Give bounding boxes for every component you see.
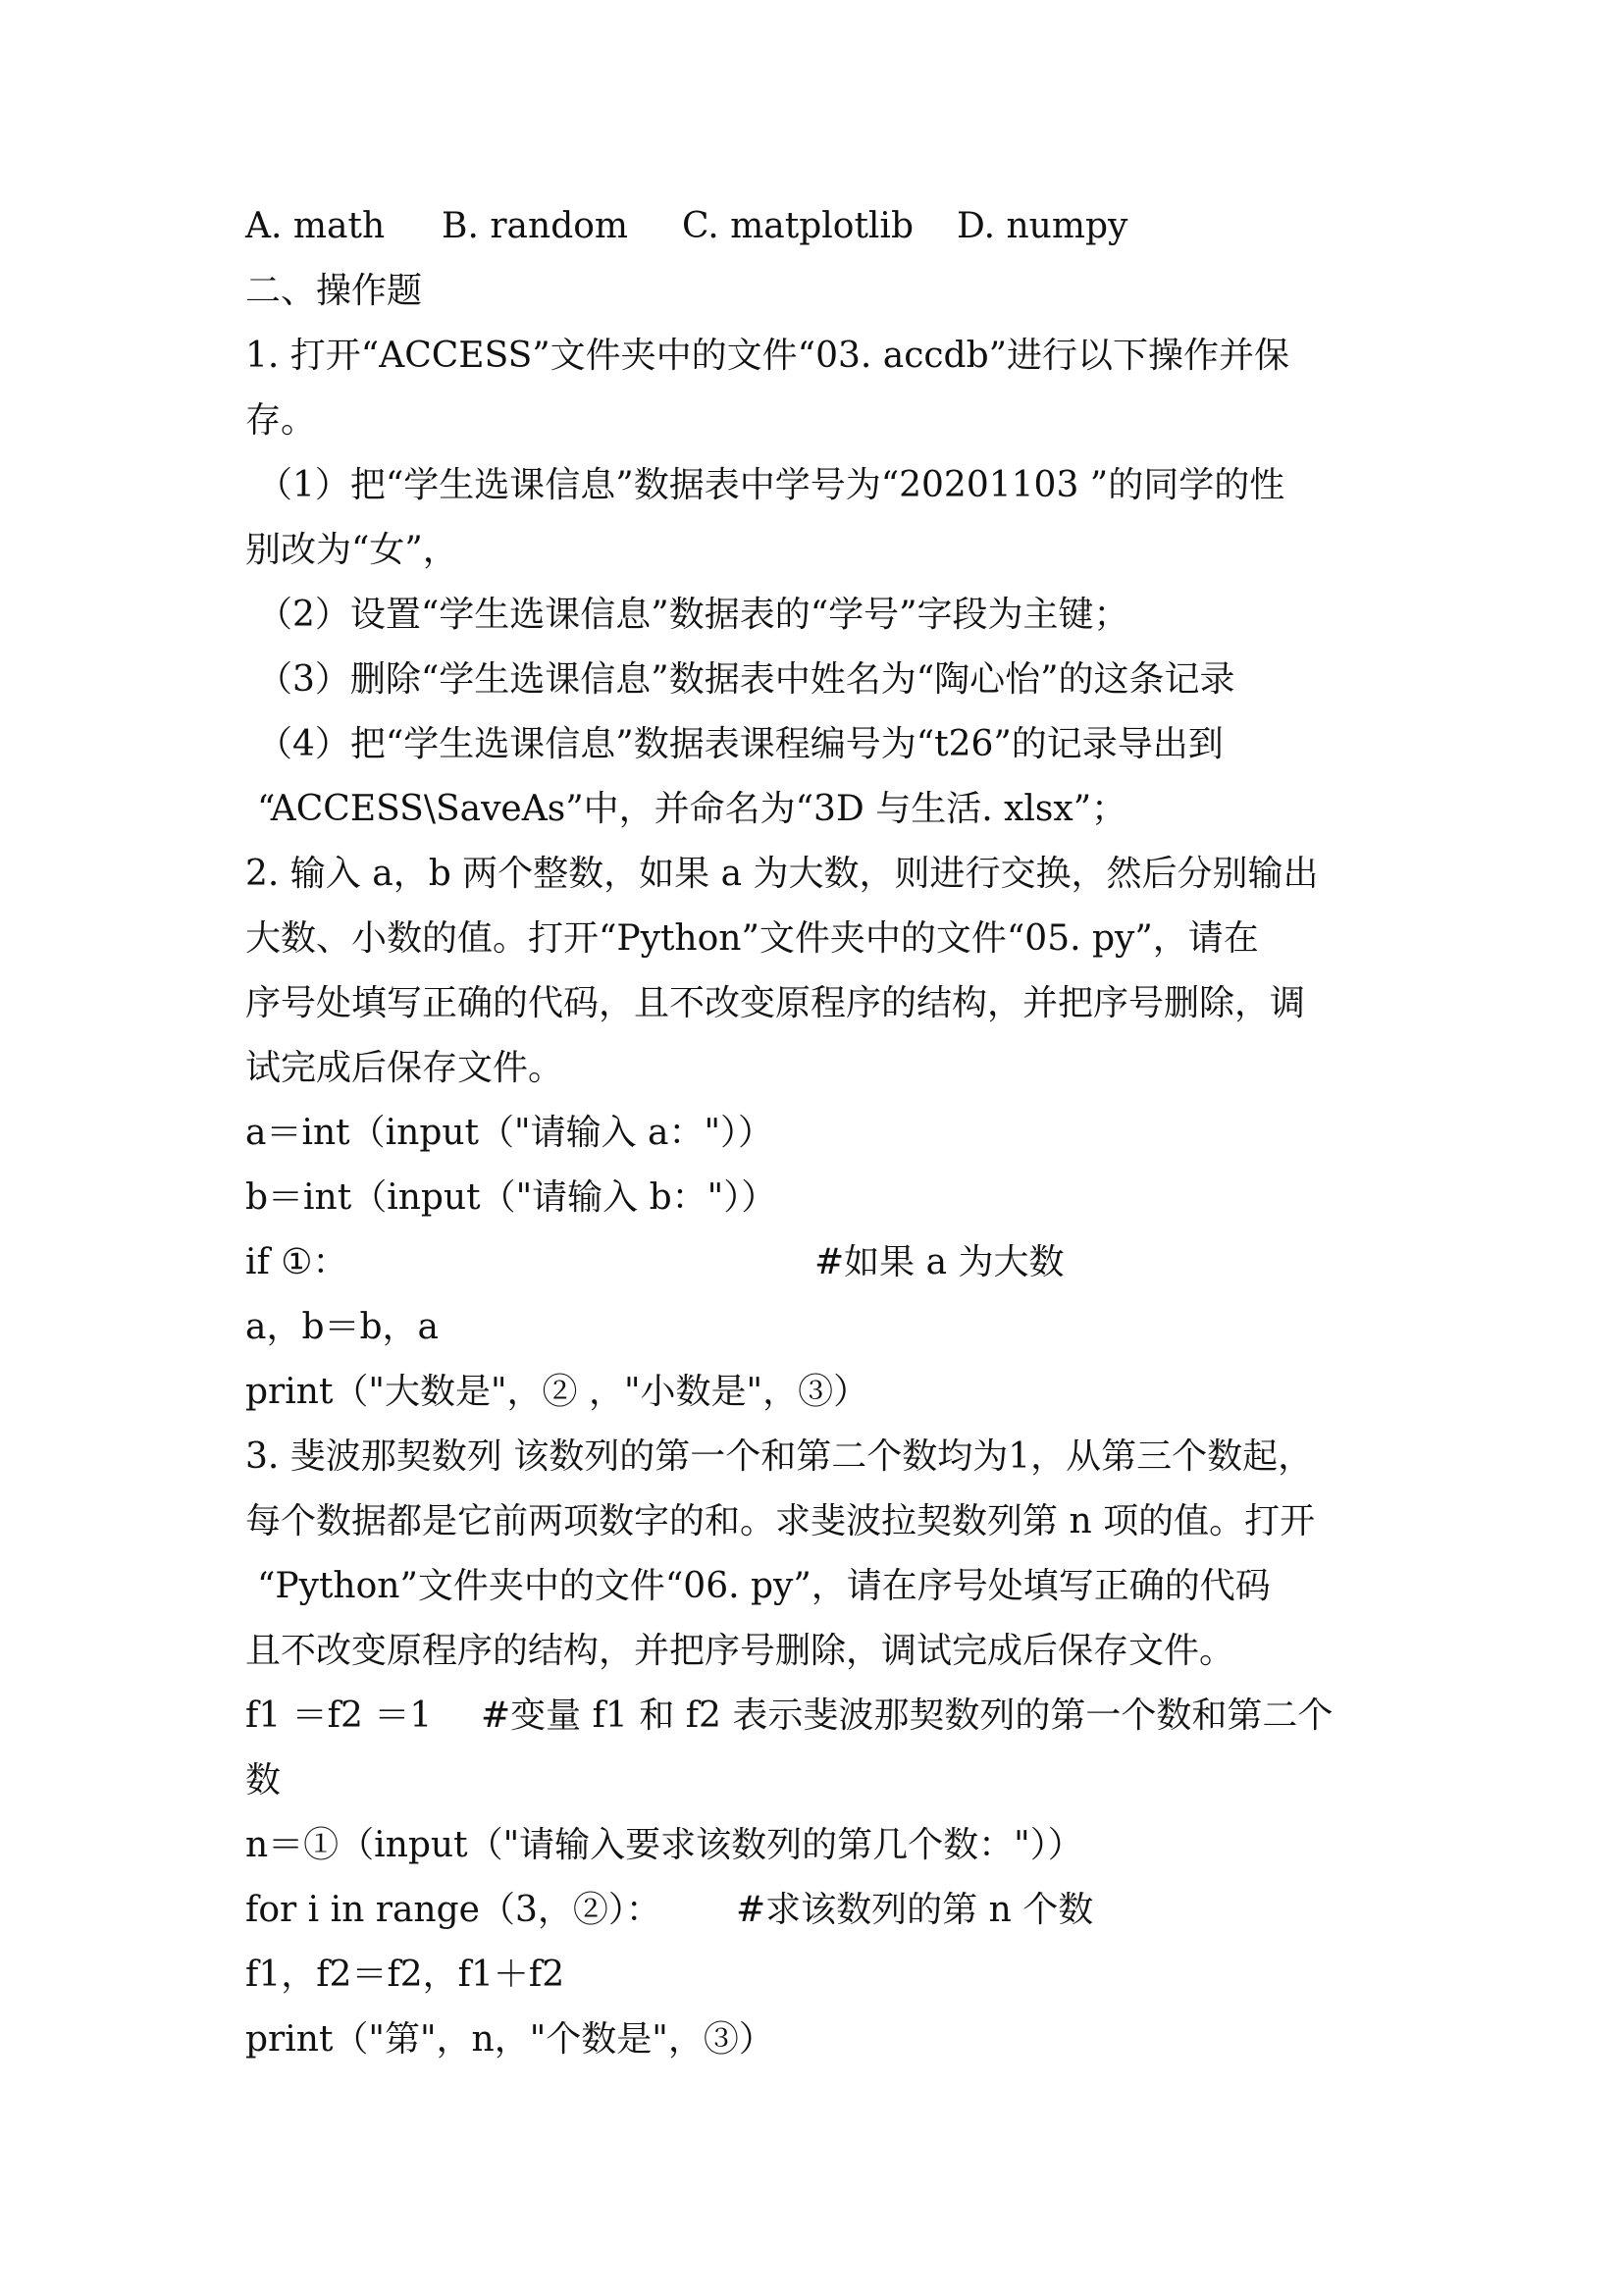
option-d: D. numpy bbox=[957, 206, 1128, 246]
q2-code-4: a，b＝b，a bbox=[245, 1307, 440, 1347]
q3-code-1-comment: #变量 f1 和 f2 表示斐波那契数列的第一个数和第二个 bbox=[481, 1696, 1334, 1736]
q1-item-1a: （1）把“学生选课信息”数据表中学号为“20201103 ”的同学的性 bbox=[257, 465, 1285, 505]
q3-line-1: 3. 斐波那契数列 该数列的第一个和第二个数均为1，从第三个数起， bbox=[245, 1436, 1314, 1477]
q2-line-3: 序号处填写正确的代码，且不改变原程序的结构，并把序号删除，调 bbox=[245, 983, 1306, 1023]
q3-line-4: 且不改变原程序的结构，并把序号删除，调试完成后保存文件。 bbox=[245, 1631, 1235, 1671]
q1-line-1: 1. 打开“ACCESS”文件夹中的文件“03. accdb”进行以下操作并保 bbox=[245, 336, 1290, 376]
q3-code-5: print（"第"，n，"个数是"，③） bbox=[245, 2019, 774, 2060]
q3-code-3-comment: #求该数列的第 n 个数 bbox=[736, 1890, 1094, 1930]
q2-line-2: 大数、小数的值。打开“Python”文件夹中的文件“05. py”，请在 bbox=[245, 918, 1259, 959]
q3-code-4: f1，f2＝f2，f1＋f2 bbox=[245, 1955, 565, 1995]
option-a: A. math bbox=[245, 206, 386, 246]
q3-line-3: “Python”文件夹中的文件“06. py”，请在序号处填写正确的代码 bbox=[257, 1566, 1271, 1606]
answer-options bbox=[245, 194, 1393, 259]
section-title: 二、操作题 bbox=[245, 271, 423, 311]
q3-code-1 bbox=[245, 1684, 1393, 1748]
q3-code-2: n＝①（input（"请输入要求该数列的第几个数："）） bbox=[245, 1825, 1083, 1865]
q1-item-3: （3）删除“学生选课信息”数据表中姓名为“陶心怡”的这条记录 bbox=[257, 659, 1235, 700]
q1-item-4a: （4）把“学生选课信息”数据表课程编号为“t26”的记录导出到 bbox=[257, 724, 1224, 764]
q3-code-1-continuation: 数 bbox=[245, 1760, 282, 1800]
q1-line-2: 存。 bbox=[245, 400, 317, 441]
q2-code-3-comment: #如果 a 为大数 bbox=[814, 1242, 1065, 1282]
q2-code-1: a＝int（input（"请输入 a："）） bbox=[245, 1113, 774, 1153]
q2-code-3 bbox=[245, 1230, 1393, 1295]
q2-code-3-statement: if ①： bbox=[245, 1242, 348, 1282]
q1-item-2: （2）设置“学生选课信息”数据表的“学号”字段为主键； bbox=[257, 595, 1129, 635]
q1-item-4b: “ACCESS\SaveAs”中，并命名为“3D 与生活. xlsx”； bbox=[257, 789, 1127, 829]
q3-code-1-statement: f1 ＝f2 ＝1 bbox=[245, 1696, 433, 1736]
document-page bbox=[245, 194, 1393, 2072]
q3-code-3-statement: for i in range（3，②）： bbox=[245, 1890, 661, 1930]
q3-line-2: 每个数据都是它前两项数字的和。求斐波拉契数列第 n 项的值。打开 bbox=[245, 1501, 1316, 1541]
q1-item-1b: 别改为“女”， bbox=[245, 530, 458, 570]
q2-code-2: b＝int（input（"请输入 b："）） bbox=[245, 1177, 777, 1218]
option-b: B. random bbox=[442, 206, 629, 246]
q2-line-4: 试完成后保存文件。 bbox=[245, 1048, 564, 1088]
option-c: C. matplotlib bbox=[682, 206, 914, 246]
q2-line-1: 2. 输入 a，b 两个整数，如果 a 为大数，则进行交换，然后分别输出 bbox=[245, 854, 1319, 894]
q2-code-5: print（"大数是"，② ，"小数是"，③） bbox=[245, 1372, 869, 1412]
q3-code-3 bbox=[245, 1878, 1393, 1943]
